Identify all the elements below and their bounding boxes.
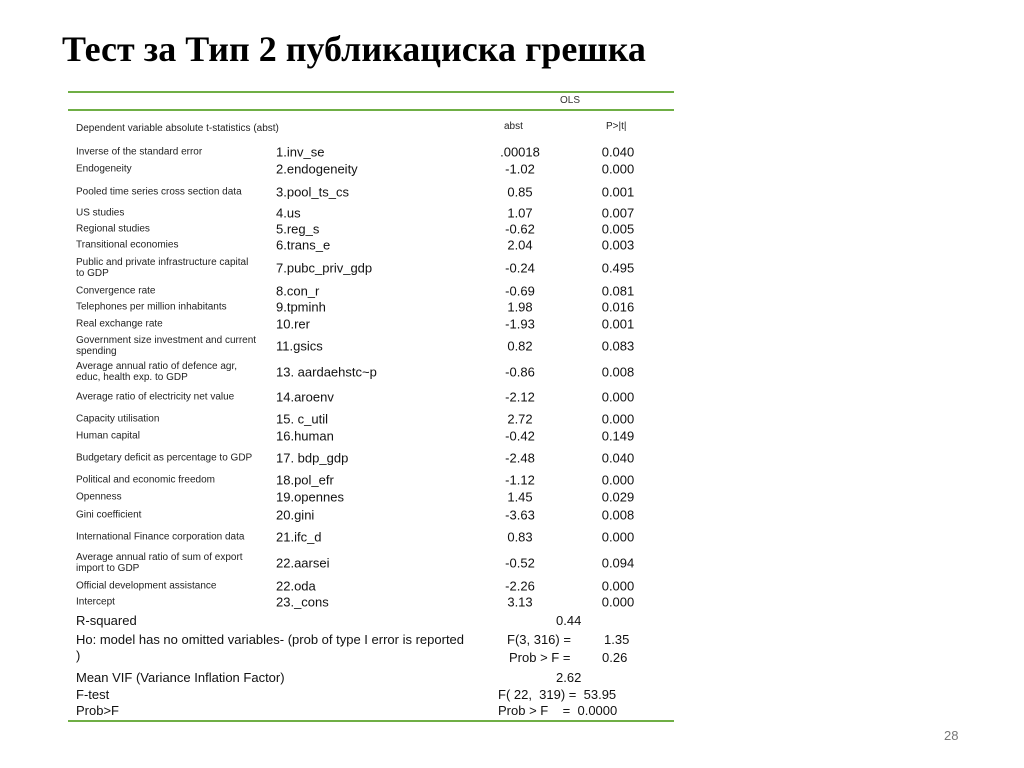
p-value: 0.008 <box>601 507 635 522</box>
variable-description: International Finance corporation data <box>76 531 245 542</box>
variable-description: US studies <box>76 207 125 218</box>
abst-value: -0.52 <box>505 555 535 571</box>
variable-description: Public and private infrastructure capital to GDP <box>76 257 249 279</box>
abst-value: -1.93 <box>505 316 535 332</box>
variable-code: 23._cons <box>276 594 329 609</box>
abst-value: 2.04 <box>507 237 533 252</box>
variable-description: Real exchange rate <box>76 318 163 330</box>
p-value: 0.094 <box>601 555 635 571</box>
p-value: 0.040 <box>601 450 635 466</box>
p-value: 0.000 <box>601 411 635 427</box>
prob-f-label: Prob>F <box>76 703 119 718</box>
variable-description: Government size investment and current spending <box>76 335 257 357</box>
table-row <box>68 549 674 577</box>
slide-title: Тест за Тип 2 публикациска грешка <box>62 29 646 69</box>
f-test-label: F-test <box>76 687 110 702</box>
variable-code: 8.con_r <box>276 283 320 298</box>
variable-description: Telephones per million inhabitants <box>76 301 227 313</box>
p-value-column-header: P>|t| <box>606 121 627 132</box>
f-test-statistic: F( 22, 319) = 53.95 <box>498 687 617 702</box>
table-row <box>68 412 674 426</box>
abst-value: 0.83 <box>507 529 533 544</box>
omitted-variables-prob-value: 0.26 <box>602 650 628 665</box>
p-value: 0.000 <box>601 161 635 177</box>
variable-code: 7.pubc_priv_gdp <box>276 260 373 276</box>
abst-column-header: abst <box>504 121 523 132</box>
abst-value: -0.86 <box>505 364 535 379</box>
variable-code: 9.tpminh <box>276 299 326 315</box>
table-row <box>68 506 674 523</box>
abst-value: .00018 <box>500 144 540 160</box>
abst-value: -2.48 <box>505 450 535 466</box>
p-value: 0.149 <box>601 428 635 444</box>
prob-f-statistic: Prob > F = 0.0000 <box>498 703 618 718</box>
abst-value: -0.69 <box>505 283 535 298</box>
abst-value: -0.24 <box>505 260 535 276</box>
abst-value: 1.98 <box>507 299 533 315</box>
regression-table <box>68 88 674 724</box>
variable-description: Pooled time series cross section data <box>76 186 242 198</box>
variable-code: 10.rer <box>276 316 310 332</box>
table-top-rule <box>68 91 674 93</box>
variable-description: Regional studies <box>76 223 150 235</box>
table-row <box>68 524 674 549</box>
dependent-variable-label: Dependent variable absolute t-statistics (abst) <box>76 123 279 134</box>
p-value: 0.083 <box>601 338 635 354</box>
p-value: 0.000 <box>601 529 635 544</box>
variable-code: 4.us <box>276 205 301 220</box>
variable-description: Capacity utilisation <box>76 413 160 425</box>
variable-description: Convergence rate <box>76 285 156 296</box>
method-header: OLS <box>560 95 581 106</box>
variable-description: Average annual ratio of sum of export import to GDP <box>76 552 243 574</box>
variable-description: Intercept <box>76 596 115 607</box>
table-row <box>68 445 674 471</box>
abst-value: -1.02 <box>505 161 535 177</box>
abst-value: 0.85 <box>507 184 533 200</box>
variable-description: Average annual ratio of defence agr, educ, health exp. to GDP <box>76 360 238 383</box>
variable-code: 22.aarsei <box>276 555 330 571</box>
variable-code: 13. aardaehstc~p <box>276 364 377 379</box>
variable-code: 5.reg_s <box>276 221 320 237</box>
p-value: 0.000 <box>601 472 635 488</box>
variable-code: 1.inv_se <box>276 144 325 160</box>
omitted-variables-prob-label: Prob > F = <box>509 650 571 665</box>
p-value: 0.000 <box>601 594 635 609</box>
omitted-variables-f-value: 1.35 <box>604 632 630 647</box>
variable-description: Official development assistance <box>76 580 217 591</box>
variable-code: 20.gini <box>276 507 315 522</box>
abst-value: 2.72 <box>507 411 533 427</box>
table-bottom-rule <box>68 720 674 722</box>
omitted-variables-f-label: F(3, 316) = <box>507 632 571 647</box>
variable-description: Human capital <box>76 430 140 442</box>
variable-code: 19.opennes <box>276 489 344 505</box>
variable-description: Endogeneity <box>76 163 132 175</box>
variable-description: Openness <box>76 491 122 503</box>
p-value: 0.008 <box>601 364 635 379</box>
table-row <box>68 205 674 220</box>
abst-value: -0.62 <box>505 221 535 237</box>
p-value: 0.029 <box>601 489 635 505</box>
p-value: 0.000 <box>601 389 635 405</box>
p-value: 0.495 <box>601 260 635 276</box>
table-row <box>68 333 674 359</box>
variable-code: 14.aroenv <box>276 389 334 405</box>
abst-value: -1.12 <box>505 472 535 488</box>
abst-value: -3.63 <box>505 507 535 522</box>
table-row <box>68 358 674 385</box>
r-squared-label: R-squared <box>76 613 137 628</box>
variable-code: 6.trans_e <box>276 237 331 252</box>
variable-code: 21.ifc_d <box>276 529 322 544</box>
variable-description: Transitional economies <box>76 239 179 250</box>
page-number: 28 <box>944 728 959 743</box>
variable-description: Inverse of the standard error <box>76 146 203 158</box>
p-value: 0.001 <box>601 184 635 200</box>
variable-code: 15. c_util <box>276 411 329 427</box>
abst-value: -0.42 <box>505 428 535 444</box>
table-row <box>68 594 674 609</box>
table-row <box>68 578 674 593</box>
table-row <box>68 316 674 332</box>
abst-value: -2.26 <box>505 578 535 593</box>
p-value: 0.040 <box>601 144 635 160</box>
mean-vif-label: Mean VIF (Variance Inflation Factor) <box>76 670 285 685</box>
p-value: 0.003 <box>601 237 635 252</box>
table-row <box>68 428 674 444</box>
p-value: 0.016 <box>601 299 635 315</box>
omitted-variables-test-label: Ho: model has no omitted variables- (prob of type I error is reported ) <box>76 632 465 663</box>
variable-code: 16.human <box>276 428 334 444</box>
table-row <box>68 283 674 298</box>
table-row <box>68 145 674 159</box>
table-row <box>68 179 674 205</box>
p-value: 0.000 <box>601 578 635 593</box>
header-rule <box>68 109 674 111</box>
abst-value: 0.82 <box>507 338 533 354</box>
variable-code: 3.pool_ts_cs <box>276 184 349 200</box>
table-row <box>68 237 674 252</box>
variable-description: Political and economic freedom <box>76 474 215 486</box>
abst-value: -2.12 <box>505 389 535 405</box>
variable-description: Budgetary deficit as percentage to GDP <box>76 452 253 464</box>
variable-code: 22.oda <box>276 578 316 593</box>
p-value: 0.005 <box>601 221 635 237</box>
r-squared-value: 0.44 <box>556 613 582 628</box>
variable-code: 2.endogeneity <box>276 161 358 177</box>
variable-code: 18.pol_efr <box>276 472 334 488</box>
variable-description: Average ratio of electricity net value <box>76 391 235 403</box>
table-row <box>68 161 674 177</box>
mean-vif-value: 2.62 <box>556 670 582 685</box>
variable-description: Gini coefficient <box>76 509 142 520</box>
p-value: 0.001 <box>601 316 635 332</box>
table-row <box>68 253 674 283</box>
table-row <box>68 473 674 487</box>
table-row <box>68 489 674 505</box>
abst-value: 3.13 <box>507 594 533 609</box>
abst-value: 1.07 <box>507 205 533 220</box>
table-row <box>68 385 674 409</box>
abst-value: 1.45 <box>507 489 533 505</box>
table-row <box>68 222 674 236</box>
variable-code: 11.gsics <box>276 338 323 354</box>
p-value: 0.007 <box>601 205 635 220</box>
table-row <box>68 299 674 315</box>
variable-code: 17. bdp_gdp <box>276 450 349 466</box>
p-value: 0.081 <box>601 283 635 298</box>
